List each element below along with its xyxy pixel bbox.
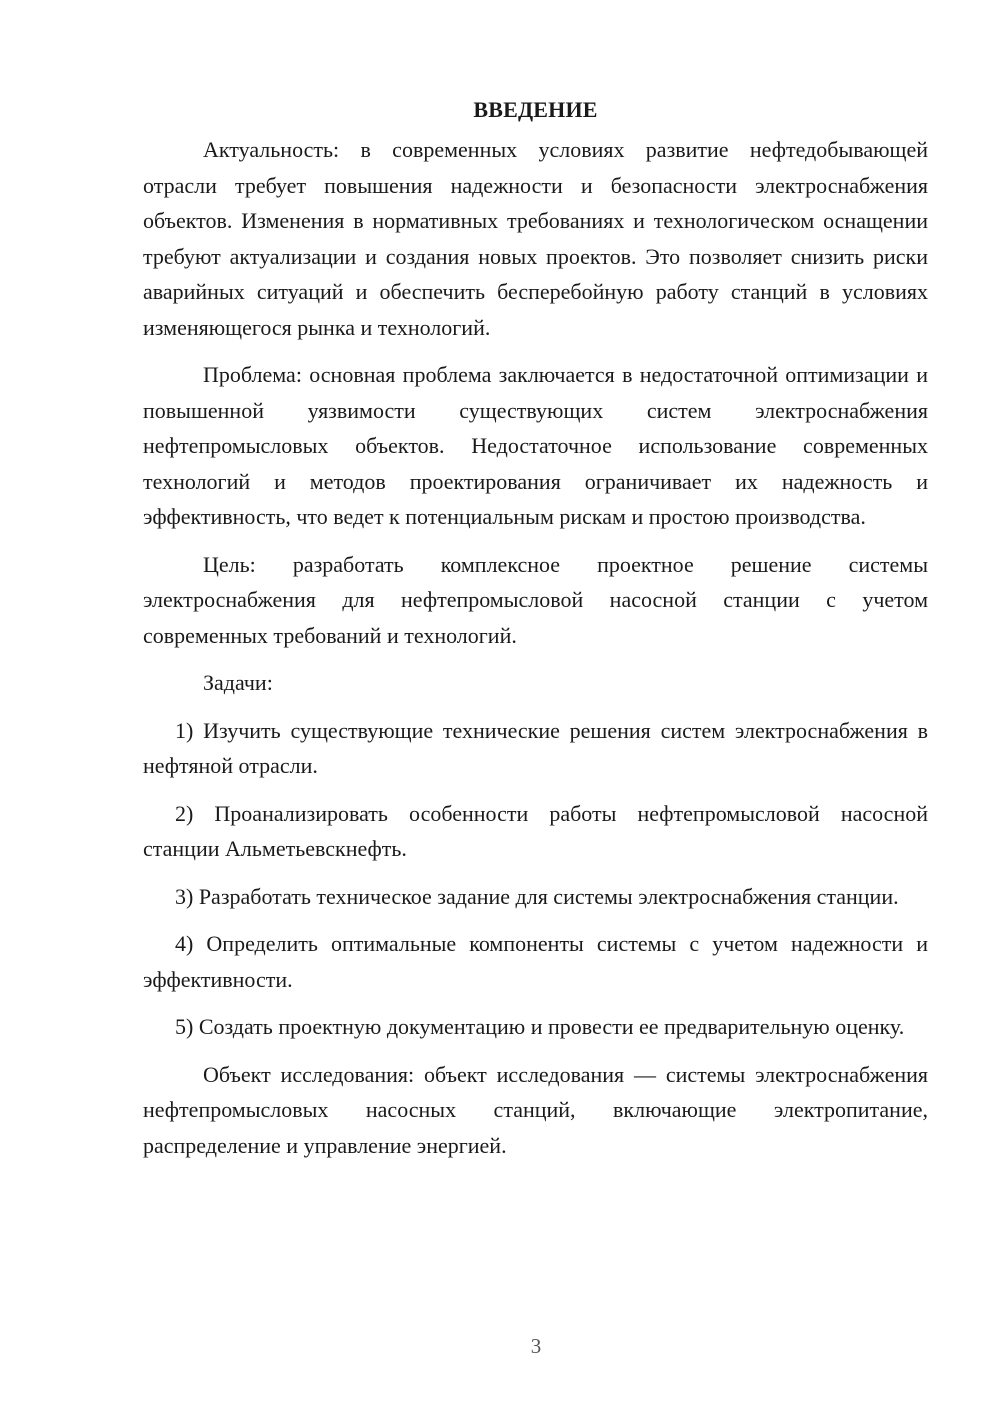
task-item-2: 2) Проанализировать особенности работы нефтепромысловой насосной станции Альметьевскнефть. [143, 800, 928, 861]
task-item-4: 4) Определить оптимальные компоненты системы с учетом надежности и эффективности. [143, 931, 928, 992]
paragraph-problem: Проблема: основная проблема заключается в недостаточной оптимизации и повышенной уязвимости существующих систем электроснабжения нефтепромысловых объектов. Недостаточное использование современных технологий и методов проектирования ограничивает их надежность и эффективность, что ведет к потенциальным рискам и простою производства. [143, 362, 928, 529]
document-page [143, 94, 928, 1163]
paragraph-relevance: Актуальность: в современных условиях развитие нефтедобывающей отрасли требует повышения надежности и безопасности электроснабжения объектов. Изменения в нормативных требованиях и технологическом оснащении требуют актуализации и создания новых проектов. Это позволяет снизить риски аварийных ситуаций и обеспечить бесперебойную работу станций в условиях изменяющегося рынка и технологий. [143, 137, 928, 340]
task-item-3: 3) Разработать техническое задание для системы электроснабжения станции. [175, 883, 899, 909]
paragraph-goal: Цель: разработать комплексное проектное решение системы электроснабжения для нефтепромысловой насосной станции с учетом современных требований и технологий. [143, 551, 928, 648]
page-title: ВВЕДЕНИЕ [473, 97, 598, 122]
paragraph-object: Объект исследования: объект исследования — системы электроснабжения нефтепромысловых насосных станций, включающие электропитание, распределение и управление энергией. [143, 1061, 928, 1158]
tasks-heading: Задачи: [203, 670, 273, 695]
page-number: 3 [530, 1334, 542, 1358]
task-item-1: 1) Изучить существующие технические решения систем электроснабжения в нефтяной отрасли. [143, 717, 928, 778]
task-item-5: 5) Создать проектную документацию и провести ее предварительную оценку. [175, 1014, 905, 1039]
